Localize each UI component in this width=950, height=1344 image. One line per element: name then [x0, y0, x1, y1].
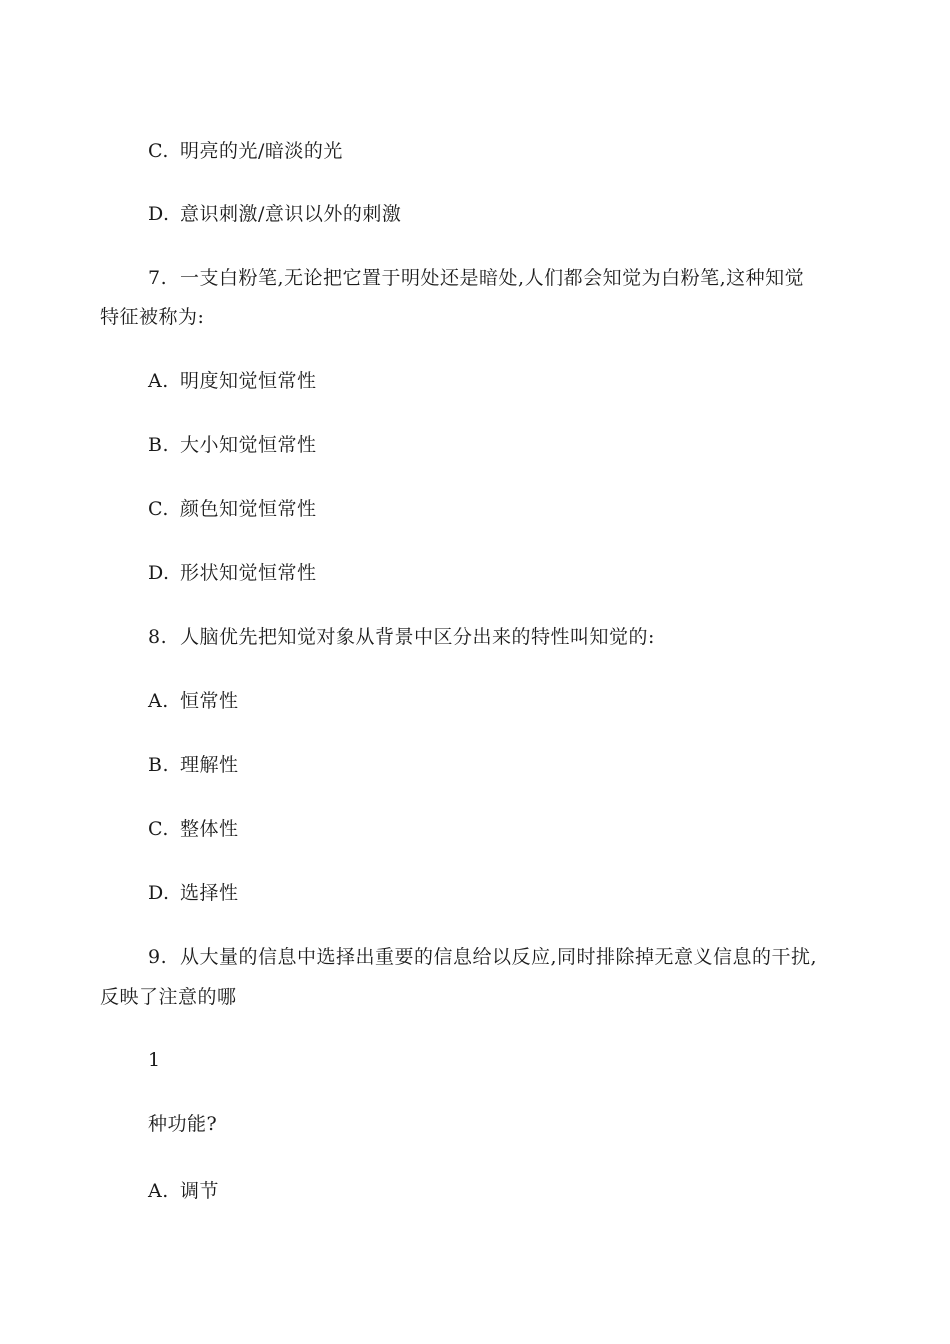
q6-option-c: [148, 138, 343, 164]
question-text: 人脑优先把知觉对象从背景中区分出来的特性叫知觉的:: [180, 626, 655, 648]
option-label: A.: [148, 690, 169, 712]
option-text: 选择性: [180, 882, 239, 904]
q7-option-c: [148, 496, 317, 522]
q8-option-a: [148, 688, 239, 714]
q8-option-d: [148, 880, 239, 906]
page-number: 1: [148, 1049, 161, 1071]
q7-stem-line-2: 特征被称为:: [100, 306, 205, 328]
q8-stem: [148, 624, 655, 650]
question-number: 8.: [148, 626, 168, 648]
option-text: 恒常性: [180, 690, 239, 712]
option-label: A.: [148, 370, 169, 392]
q7-option-b: [148, 432, 317, 458]
q6-option-d: [148, 201, 401, 227]
option-text: 理解性: [180, 754, 239, 776]
option-text: 形状知觉恒常性: [180, 562, 317, 584]
q8-option-c: [148, 816, 239, 842]
option-text: 意识刺激/意识以外的刺激: [180, 203, 402, 225]
q9-option-a: [148, 1178, 219, 1204]
option-text: 颜色知觉恒常性: [180, 498, 317, 520]
q9-stem-line-2: 反映了注意的哪: [100, 986, 237, 1008]
question-number: 7.: [148, 267, 168, 289]
q9-stem-line-1: [148, 944, 817, 970]
option-label: C.: [148, 498, 169, 520]
option-label: C.: [148, 140, 169, 162]
option-label: B.: [148, 434, 170, 456]
option-text: 调节: [180, 1180, 220, 1202]
question-text: 一支白粉笔,无论把它置于明处还是暗处,人们都会知觉为白粉笔,这种知觉: [180, 267, 805, 289]
q8-option-b: [148, 752, 239, 778]
option-label: D.: [148, 562, 170, 584]
option-text: 大小知觉恒常性: [180, 434, 317, 456]
question-number: 9.: [148, 946, 168, 968]
q7-option-d: [148, 560, 317, 586]
option-text: 明度知觉恒常性: [180, 370, 317, 392]
option-label: D.: [148, 203, 170, 225]
option-text: 整体性: [180, 818, 239, 840]
option-label: C.: [148, 818, 169, 840]
q7-option-a: [148, 368, 317, 394]
option-label: D.: [148, 882, 170, 904]
option-label: B.: [148, 754, 170, 776]
option-label: A.: [148, 1180, 169, 1202]
q7-stem-line-1: [148, 265, 804, 291]
question-text: 从大量的信息中选择出重要的信息给以反应,同时排除掉无意义信息的干扰,: [180, 946, 818, 968]
q9-stem-line-3: 种功能?: [148, 1113, 218, 1135]
option-text: 明亮的光/暗淡的光: [180, 140, 343, 162]
